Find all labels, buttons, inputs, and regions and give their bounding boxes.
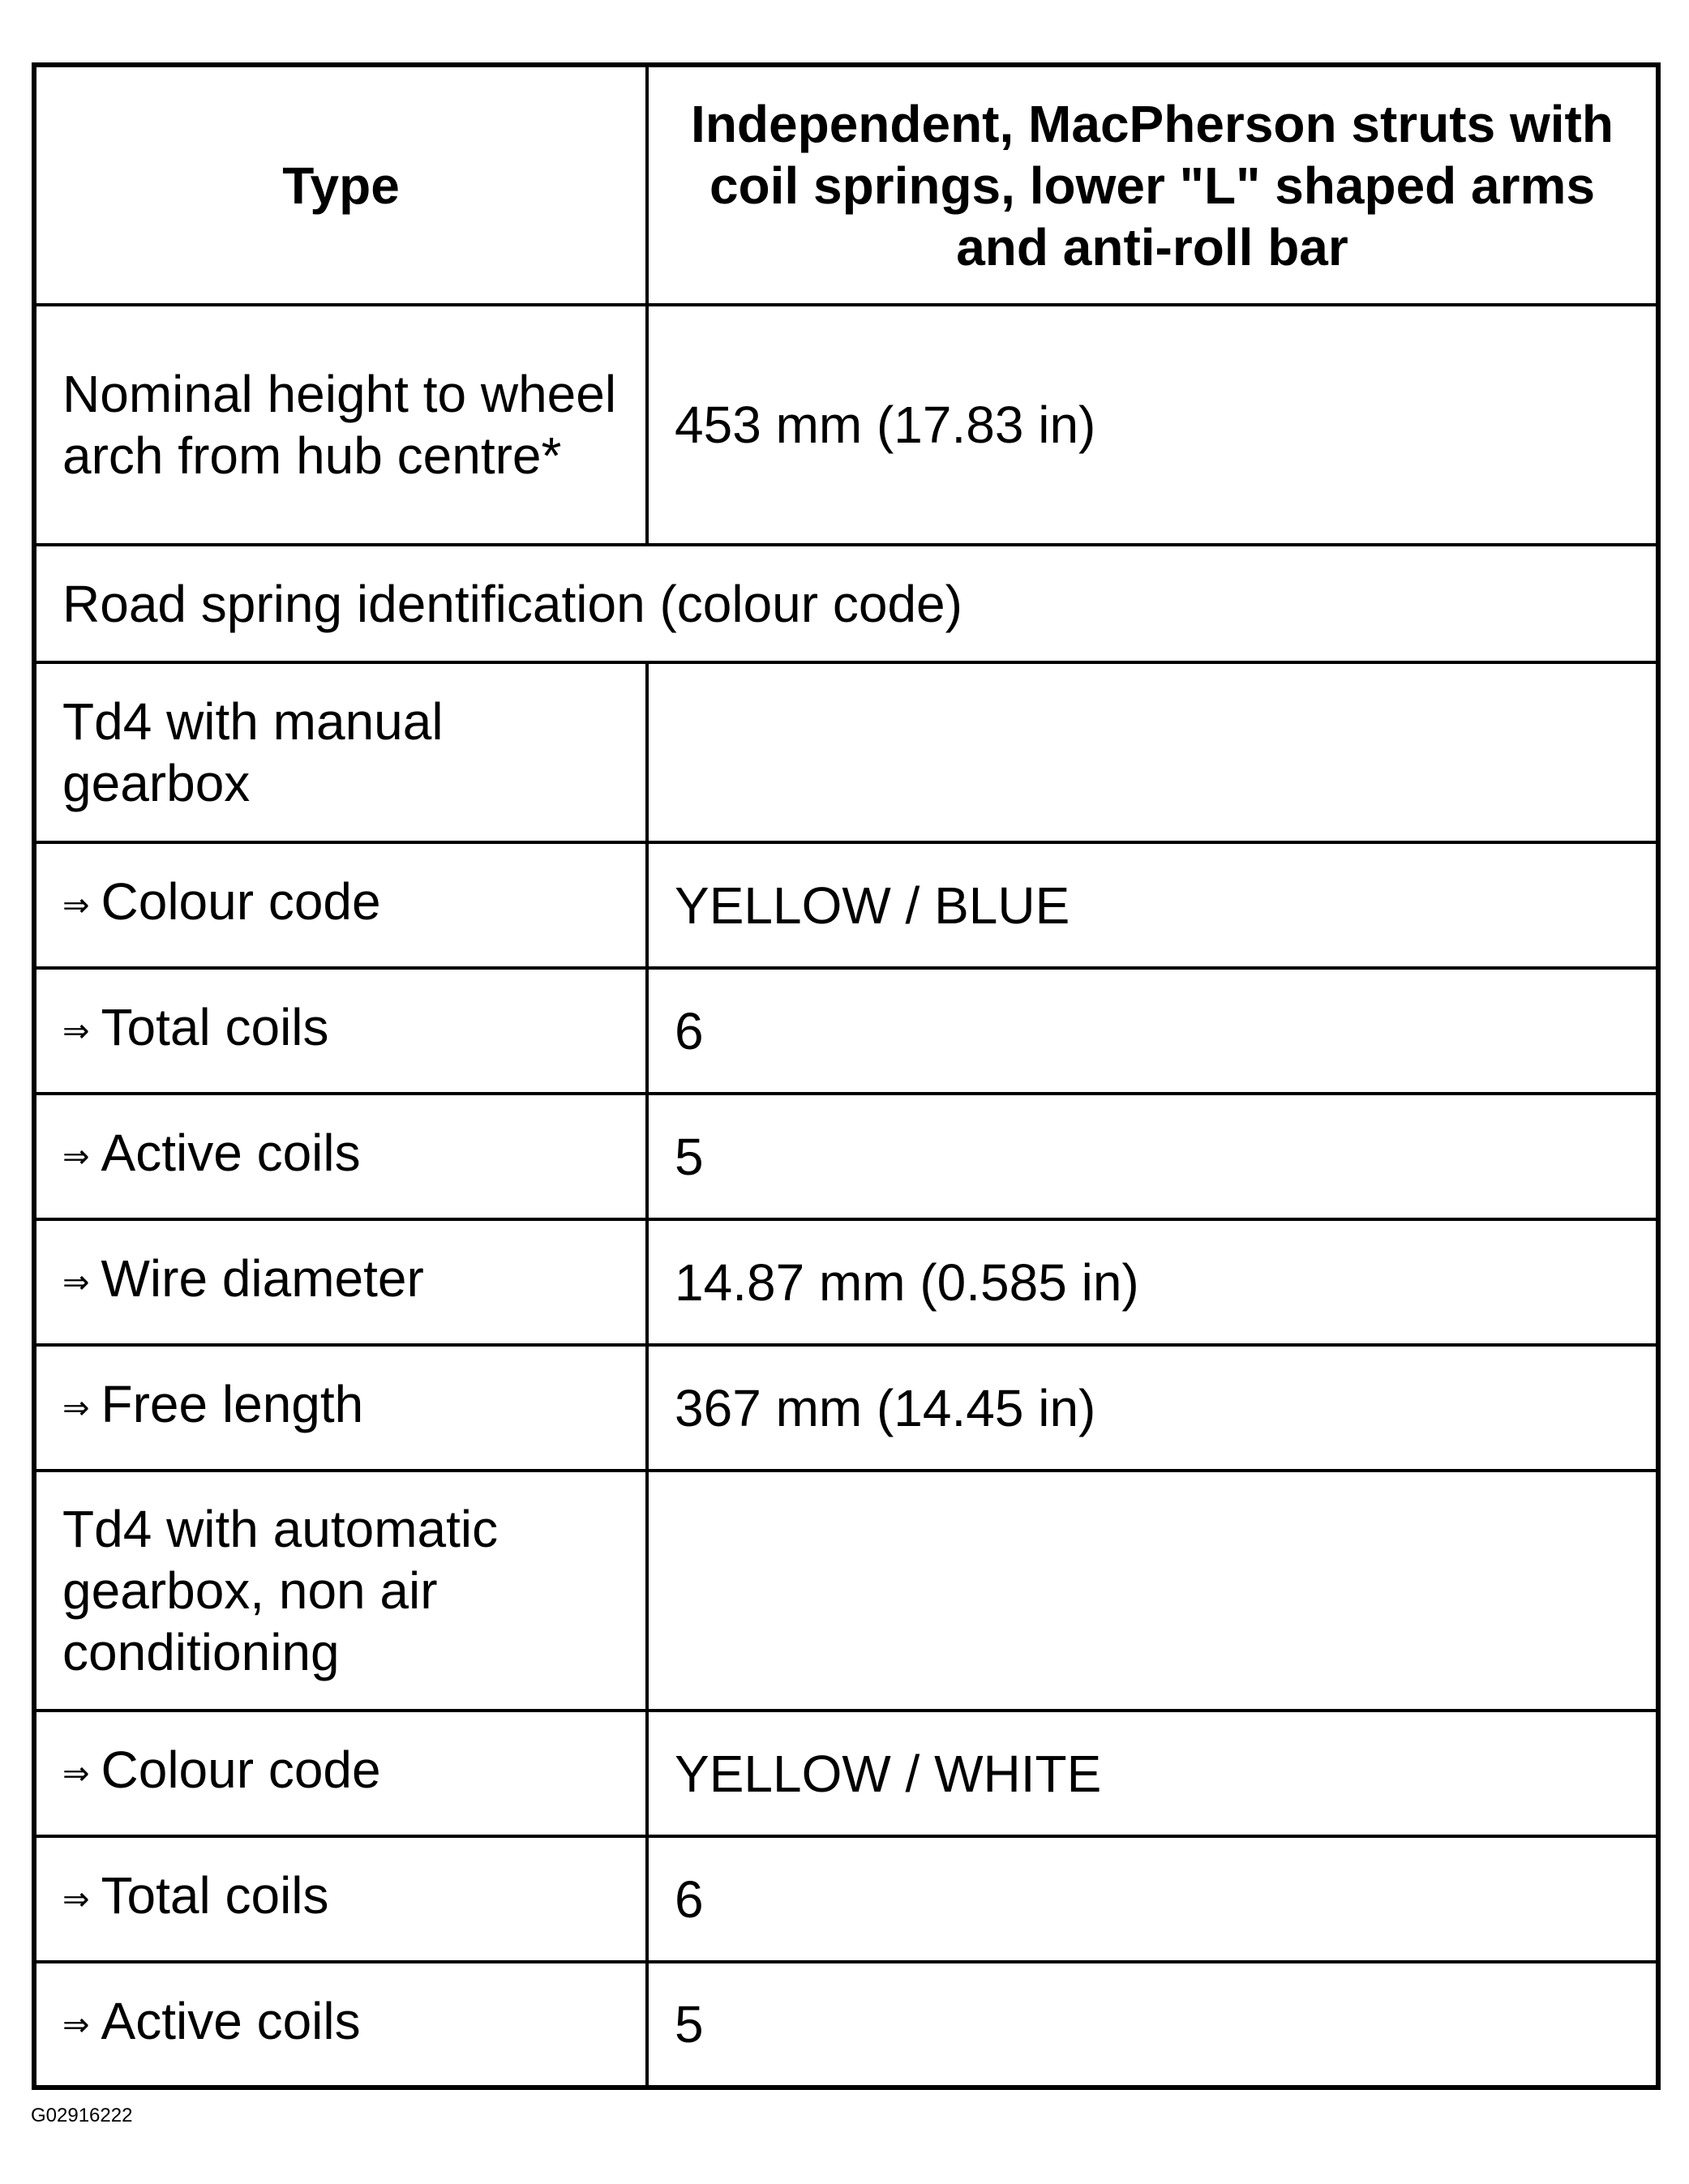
table-row <box>34 1711 1658 1836</box>
row-label: ⇒ Active coils <box>34 1094 647 1219</box>
row-label: ⇒ Total coils <box>34 968 647 1094</box>
type-value: Independent, MacPherson struts with coil springs, lower "L" shaped arms and anti-roll bar <box>647 65 1658 305</box>
table-row <box>34 1219 1658 1345</box>
row-value: 5 <box>647 1094 1658 1219</box>
row-value: 6 <box>647 1836 1658 1962</box>
row-value: 14.87 mm (0.585 in) <box>647 1219 1658 1345</box>
nominal-height-value: 453 mm (17.83 in) <box>647 305 1658 545</box>
header-row <box>34 65 1658 305</box>
row-value: 5 <box>647 1962 1658 2088</box>
arrow-icon: ⇒ <box>62 1139 90 1175</box>
row-value: YELLOW / WHITE <box>647 1711 1658 1836</box>
row-label: ⇒ Active coils <box>34 1962 647 2088</box>
table-row <box>34 1345 1658 1471</box>
nominal-height-label: Nominal height to wheel arch from hub centre* <box>34 305 647 545</box>
row-label: ⇒ Wire diameter <box>34 1219 647 1345</box>
table-row <box>34 968 1658 1094</box>
table-row <box>34 1836 1658 1962</box>
row-label: ⇒ Colour code <box>34 1711 647 1836</box>
nominal-height-row <box>34 305 1658 545</box>
row-label: ⇒ Total coils <box>34 1836 647 1962</box>
arrow-icon: ⇒ <box>62 1756 90 1792</box>
table-row <box>34 1094 1658 1219</box>
empty-cell <box>647 1471 1658 1711</box>
arrow-icon: ⇒ <box>62 888 90 923</box>
table-row <box>34 842 1658 968</box>
arrow-icon: ⇒ <box>62 1265 90 1300</box>
arrow-icon: ⇒ <box>62 1013 90 1049</box>
section-title: Road spring identification (colour code) <box>34 545 1658 662</box>
row-value: YELLOW / BLUE <box>647 842 1658 968</box>
section-title-row <box>34 545 1658 662</box>
type-label: Type <box>34 65 647 305</box>
specification-table <box>32 62 1661 2090</box>
row-label: ⇒ Free length <box>34 1345 647 1471</box>
group-title-row <box>34 1471 1658 1711</box>
group-title-row <box>34 662 1658 842</box>
row-value: 367 mm (14.45 in) <box>647 1345 1658 1471</box>
group-title: Td4 with automatic gearbox, non air conditioning <box>34 1471 647 1711</box>
figure-code: G02916222 <box>31 2105 133 2126</box>
arrow-icon: ⇒ <box>62 2006 90 2043</box>
arrow-icon: ⇒ <box>62 1390 90 1426</box>
arrow-icon: ⇒ <box>62 1882 90 1917</box>
table-row <box>34 1962 1658 2088</box>
empty-cell <box>647 662 1658 842</box>
row-label: ⇒ Colour code <box>34 842 647 968</box>
row-value: 6 <box>647 968 1658 1094</box>
group-title: Td4 with manual gearbox <box>34 662 647 842</box>
